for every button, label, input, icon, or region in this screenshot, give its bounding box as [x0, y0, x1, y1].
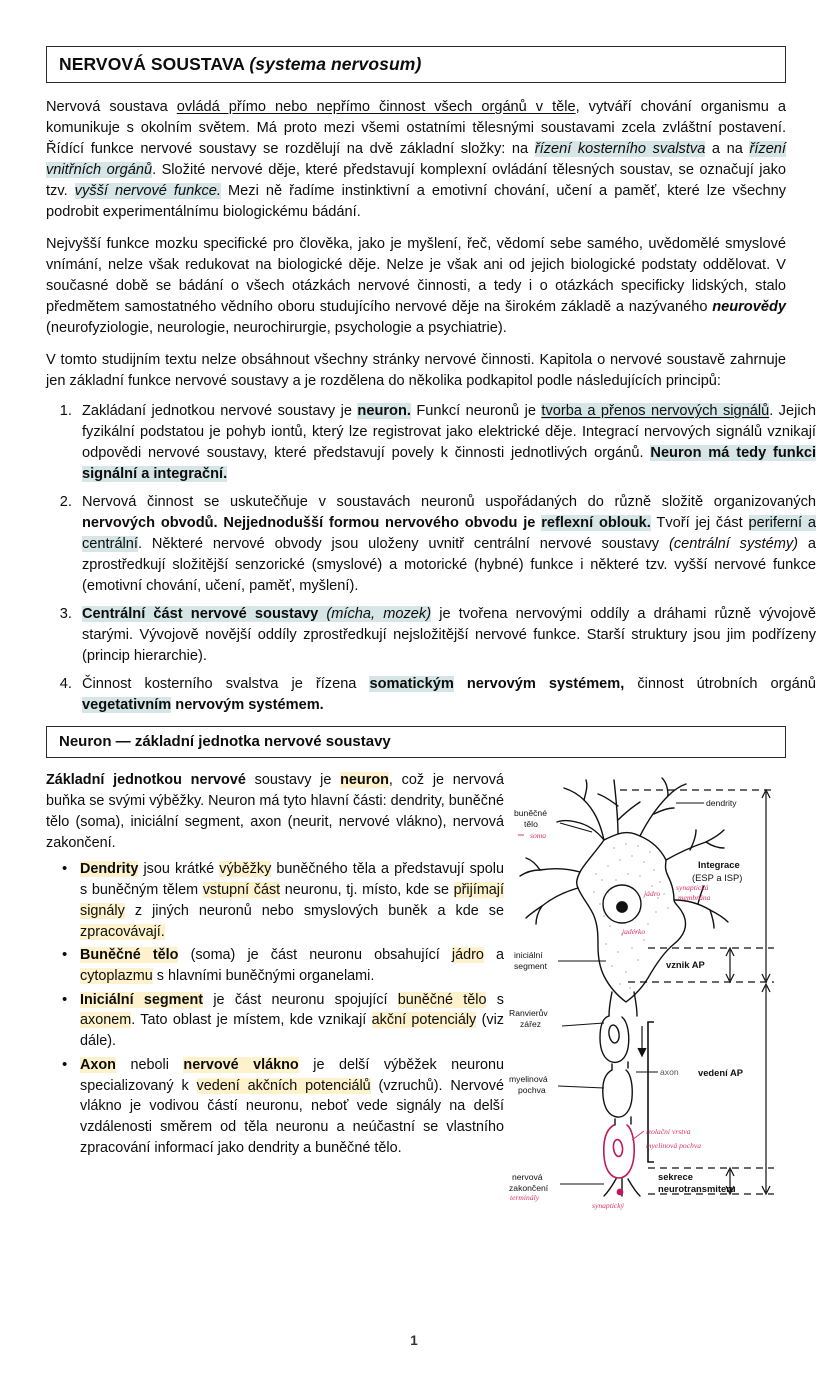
bullet-icon: •: [62, 860, 68, 878]
page-number: 1: [410, 1333, 418, 1348]
title-text: NERVOVÁ SOUSTAVA: [59, 54, 245, 74]
principle-item-3: [76, 604, 816, 667]
handwritten-jaderko: jadérko: [622, 927, 646, 937]
list-item-bunecne-telo: [62, 945, 504, 986]
text-run: Tvoří jej část: [650, 515, 749, 532]
paragraph-intro: [46, 97, 786, 223]
diagram-label-pochva: pochva: [518, 1085, 546, 1096]
highlight-cytoplazmu: cytoplazmu: [80, 967, 153, 984]
text-run: je delší výběžek neuronu specializovaný k: [80, 1056, 504, 1094]
neuron-section: [46, 770, 786, 1211]
term-inicialni-segment: Iniciální segment: [80, 991, 204, 1008]
paragraph-nejvyssi-funkce: [46, 234, 786, 339]
bullet-icon: •: [62, 946, 68, 964]
highlight-axonem: axonem: [80, 1012, 132, 1029]
text-run: (neurofyziologie, neurologie, neurochirurgie, psychologie a psychiatrie).: [46, 320, 507, 337]
text-run: neuronu, tj. místo, kde se: [280, 882, 454, 899]
diagram-label-inicialni: iniciální: [514, 950, 543, 961]
text-run: Nervová činnost se uskutečňuje v soustavách neuronů uspořádaných do různě složitě organizovaných: [82, 494, 816, 511]
term-axon: Axon: [80, 1056, 116, 1073]
handwritten-synapticky: synaptický: [592, 1201, 625, 1211]
diagram-label-telo: tělo: [524, 819, 538, 830]
section-title-neuron: Neuron — základní jednotka nervové soustavy: [59, 733, 391, 751]
text-run: s: [486, 991, 504, 1008]
title-latin: (systema nervosum): [249, 54, 422, 74]
highlight-somatickym: somatickým: [369, 676, 454, 693]
diagram-label-myelinova: myelinová: [509, 1074, 548, 1085]
text-run: soustavy je: [245, 772, 341, 789]
diagram-label-vedeni-ap: vedení AP: [698, 1067, 743, 1079]
highlight-rizeni-kosterniho-svalstva: řízení kosterního svalstva: [534, 141, 706, 158]
highlight-vegetativnim: vegetativním: [82, 697, 172, 714]
paragraph-neuron-intro: [46, 770, 504, 853]
diagram-label-integrace-sub: (ESP a ISP): [692, 872, 743, 884]
term-dendrity: Dendrity: [80, 861, 139, 878]
highlight-periferni-centralni: periferní a centrální: [82, 515, 816, 553]
handwritten-synapticka: synaptická: [676, 883, 709, 893]
diagram-label-zarez: zářez: [520, 1019, 542, 1030]
text-run: činnost útrobních orgánů: [624, 676, 816, 693]
principles-list: [46, 401, 816, 716]
italic-centralni-systemy: (centrální systémy): [668, 536, 799, 553]
paragraph-studijni-text: V tomto studijním textu nelze obsáhnout všechny stránky nervové činnosti. Kapitola o nervové soustavě zahrnuje jen základní funkce nervové soustavy a je rozdělena do několika podkapitol podle následujících principů:: [46, 352, 786, 390]
text-run: . Některé nervové obvody jsou uloženy uvnitř centrální nervové soustavy: [137, 536, 669, 553]
highlight-prijimaji-signaly: přijímají signály: [80, 882, 504, 919]
diagram-label-zakonceni: zakončení: [509, 1183, 549, 1194]
bold-nervovym-systemem-2: nervovým systémem.: [171, 697, 324, 714]
highlight-jadro: jádro: [451, 947, 484, 964]
term-neurovedy: neurovědy: [712, 299, 786, 316]
bullet-icon: •: [62, 1055, 68, 1073]
bold-zakladni-jednotkou: Základní jednotkou nervové: [46, 772, 246, 789]
neuron-text-column: [46, 770, 504, 1158]
text-run: jsou krátké: [138, 861, 220, 878]
text-run: . Tato oblast je místem, kde vznikají: [131, 1012, 372, 1029]
diagram-label-dendrity: dendrity: [706, 798, 737, 809]
handwritten-membrana: membrána: [678, 893, 711, 903]
handwritten-soma: soma: [530, 831, 547, 841]
term-nervove-vlakno: nervové vlákno: [183, 1056, 299, 1073]
text-run: (soma) je část neuronu obsahující: [178, 947, 452, 964]
diagram-label-neurotransmiteru: neurotransmiteru: [658, 1183, 736, 1195]
text-run: Nervová soustava: [46, 99, 177, 116]
text-run: z jiných neuronů nebo smyslových buněk a kde se: [124, 902, 504, 919]
text-run: buněčného těla a představují spolu s buněčným tělem: [80, 861, 504, 899]
highlight-vybezky: výběžky: [219, 861, 272, 878]
bold-nervovym-systemem: nervovým systémem,: [466, 676, 625, 693]
text-run: a na: [705, 141, 750, 158]
highlight-rizeni-vnitrnich-organu: řízení vnitřních orgánů: [46, 141, 786, 179]
section-title-box-neuron: [46, 726, 786, 758]
text-run: (vzruchů). Nervové vlákno je vodivou částí neuronu, neboť vede signály na delší vzdálenosti směrem od těla neuronu a neúčastní se vlastního zpracování informací jako dendrity a buněčné tělo.: [80, 1077, 504, 1156]
diagram-label-bunecne: buněčné: [514, 808, 547, 819]
page-title: [59, 54, 775, 74]
text-run: je tvořena nervovými oddíly a dráhami různě vývojově starými. Vývojově novější oddíly zprostředkují nejsložitější nervové funkce. Starší struktury jsou jim podřízeny (princip hierarchie).: [82, 606, 817, 665]
text-run: , vytváří chování organismu a komunikuje s okolním světem. Má proto mezi všemi ostatními tělesnými soustavami zcela zvláštní postavení. Řídící funkce nervové soustavy se rozdělují na dvě základní složky: na: [46, 99, 786, 158]
neuron-diagram: [508, 776, 794, 1211]
highlight-vyssi-nervove-funkce: vyšší nervové funkce.: [74, 183, 221, 200]
diagram-label-integrace: Integrace: [698, 859, 740, 871]
term-bunecne-telo: Buněčné tělo: [80, 947, 179, 964]
diagram-label-axon: axon: [660, 1067, 679, 1078]
text-run: a zprostředkují složitější senzorické (smyslové) a motorické (hybné) funkce i některé tzv. vyšší nervové funkce (emotivní chování, učení, paměť, myšlení).: [82, 536, 817, 595]
text-run: , což je nervová buňka se svými výběžky. Neuron má tyto hlavní části: dendrity, buněčné tělo (soma), iniciální segment, axon (neurit, nervové vlákno), nervová zakončení.: [46, 772, 504, 851]
highlight-reflexni-oblouk: reflexní oblouk.: [541, 515, 651, 532]
list-item-axon: [62, 1055, 504, 1159]
highlight-tvorba-prenos-signalu: tvorba a přenos nervových signálů: [541, 403, 770, 420]
text-run: neboli: [115, 1056, 184, 1073]
text-run: . Složité nervové děje, které představují komplexní ovládání tělesných soustav, se označují jako tzv.: [46, 162, 786, 200]
highlight-signalni-integracni: Neuron má tedy funkci signální a integrační.: [82, 445, 816, 483]
text-run: Zakládaní jednotkou nervové soustavy je: [82, 403, 358, 420]
text-run: s hlavními buněčnými organelami.: [152, 967, 375, 984]
principle-item-1: [76, 401, 816, 485]
handwritten-izolacni: izolační vrstva: [646, 1127, 691, 1137]
diagram-label-segment: segment: [514, 961, 547, 972]
text-run: Činnost kosterního svalstva je řízena: [82, 676, 370, 693]
text-run: a: [483, 947, 504, 964]
highlight-bunecne-telo: buněčné tělo: [397, 991, 487, 1008]
highlight-zpracovavaji: zpracovávají.: [80, 923, 165, 940]
highlight-centralni-cast: Centrální část nervové soustavy: [82, 606, 319, 623]
text-run: Funkcí neuronů je: [410, 403, 542, 420]
diagram-label-sekrece: sekrece: [658, 1171, 693, 1183]
underlined-phrase: ovládá přímo nebo nepřímo činnost všech orgánů v těle: [176, 99, 576, 116]
highlight-neuron: neuron.: [357, 403, 411, 420]
italic-micha-mozek: (mícha, mozek): [318, 606, 432, 623]
diagram-label-ranvieruv: Ranvierův: [509, 1008, 548, 1019]
list-item-dendrity: [62, 859, 504, 942]
text-run: Mezi ně řadíme instinktivní a emotivní chování, učení a paměť, které lze všechny podrobit experimentálnímu biologickému bádání.: [46, 183, 786, 221]
principle-item-4: [76, 674, 816, 716]
principle-item-2: [76, 492, 816, 597]
handwritten-terminaly: terminály: [510, 1193, 540, 1203]
text-run: je část neuronu spojující: [203, 991, 398, 1008]
text-run: (viz dále).: [80, 1012, 504, 1050]
handwritten-jadro: jádro: [644, 889, 661, 899]
handwritten-myelinova: myelinová pochva: [646, 1141, 702, 1151]
highlight-vstupni-cast: vstupní část: [202, 882, 281, 899]
text-run: Nejvyšší funkce mozku specifické pro člověka, jako je myšlení, řeč, vědomí sebe samého, uvědomělé smyslové vnímání, nelze však redukovat na biologické děje. Nelze je však ani od jejich biologické podstaty oddělovat. V současné době se bádání o všech otázkách nervové činnosti, a tedy i o otázkách specificky lidských, stalo předmětem samostatného vědního oboru studujícího nervové děje na širokém základě a nazývaného: [46, 236, 786, 316]
list-item-inicialni-segment: [62, 990, 504, 1052]
neuron-parts-list: [46, 859, 504, 1158]
bullet-icon: •: [62, 990, 68, 1008]
diagram-label-nervova: nervová: [512, 1172, 543, 1183]
highlight-neuron-yellow: neuron: [340, 772, 389, 789]
text-run: [454, 676, 467, 692]
bold-nervove-obvody: nervových obvodů. Nejjednodušší formou nervového obvodu je: [82, 515, 542, 532]
highlight-vedeni-akcnich-potencialu: vedení akčních potenciálů: [196, 1077, 371, 1094]
text-run: . Jejich fyzikální podstatou je pohyb iontů, který lze registrovat jako elektrické děje. Integrací nervových signálů vznikají odpovědi nervové soustavy, které představují povely k činnosti jednotlivých orgánů.: [82, 403, 816, 462]
highlight-akcni-potencialy: akční potenciály: [371, 1012, 477, 1029]
section-title-box-nervova-soustava: [46, 46, 786, 83]
diagram-label-vznik-ap: vznik AP: [666, 959, 705, 971]
